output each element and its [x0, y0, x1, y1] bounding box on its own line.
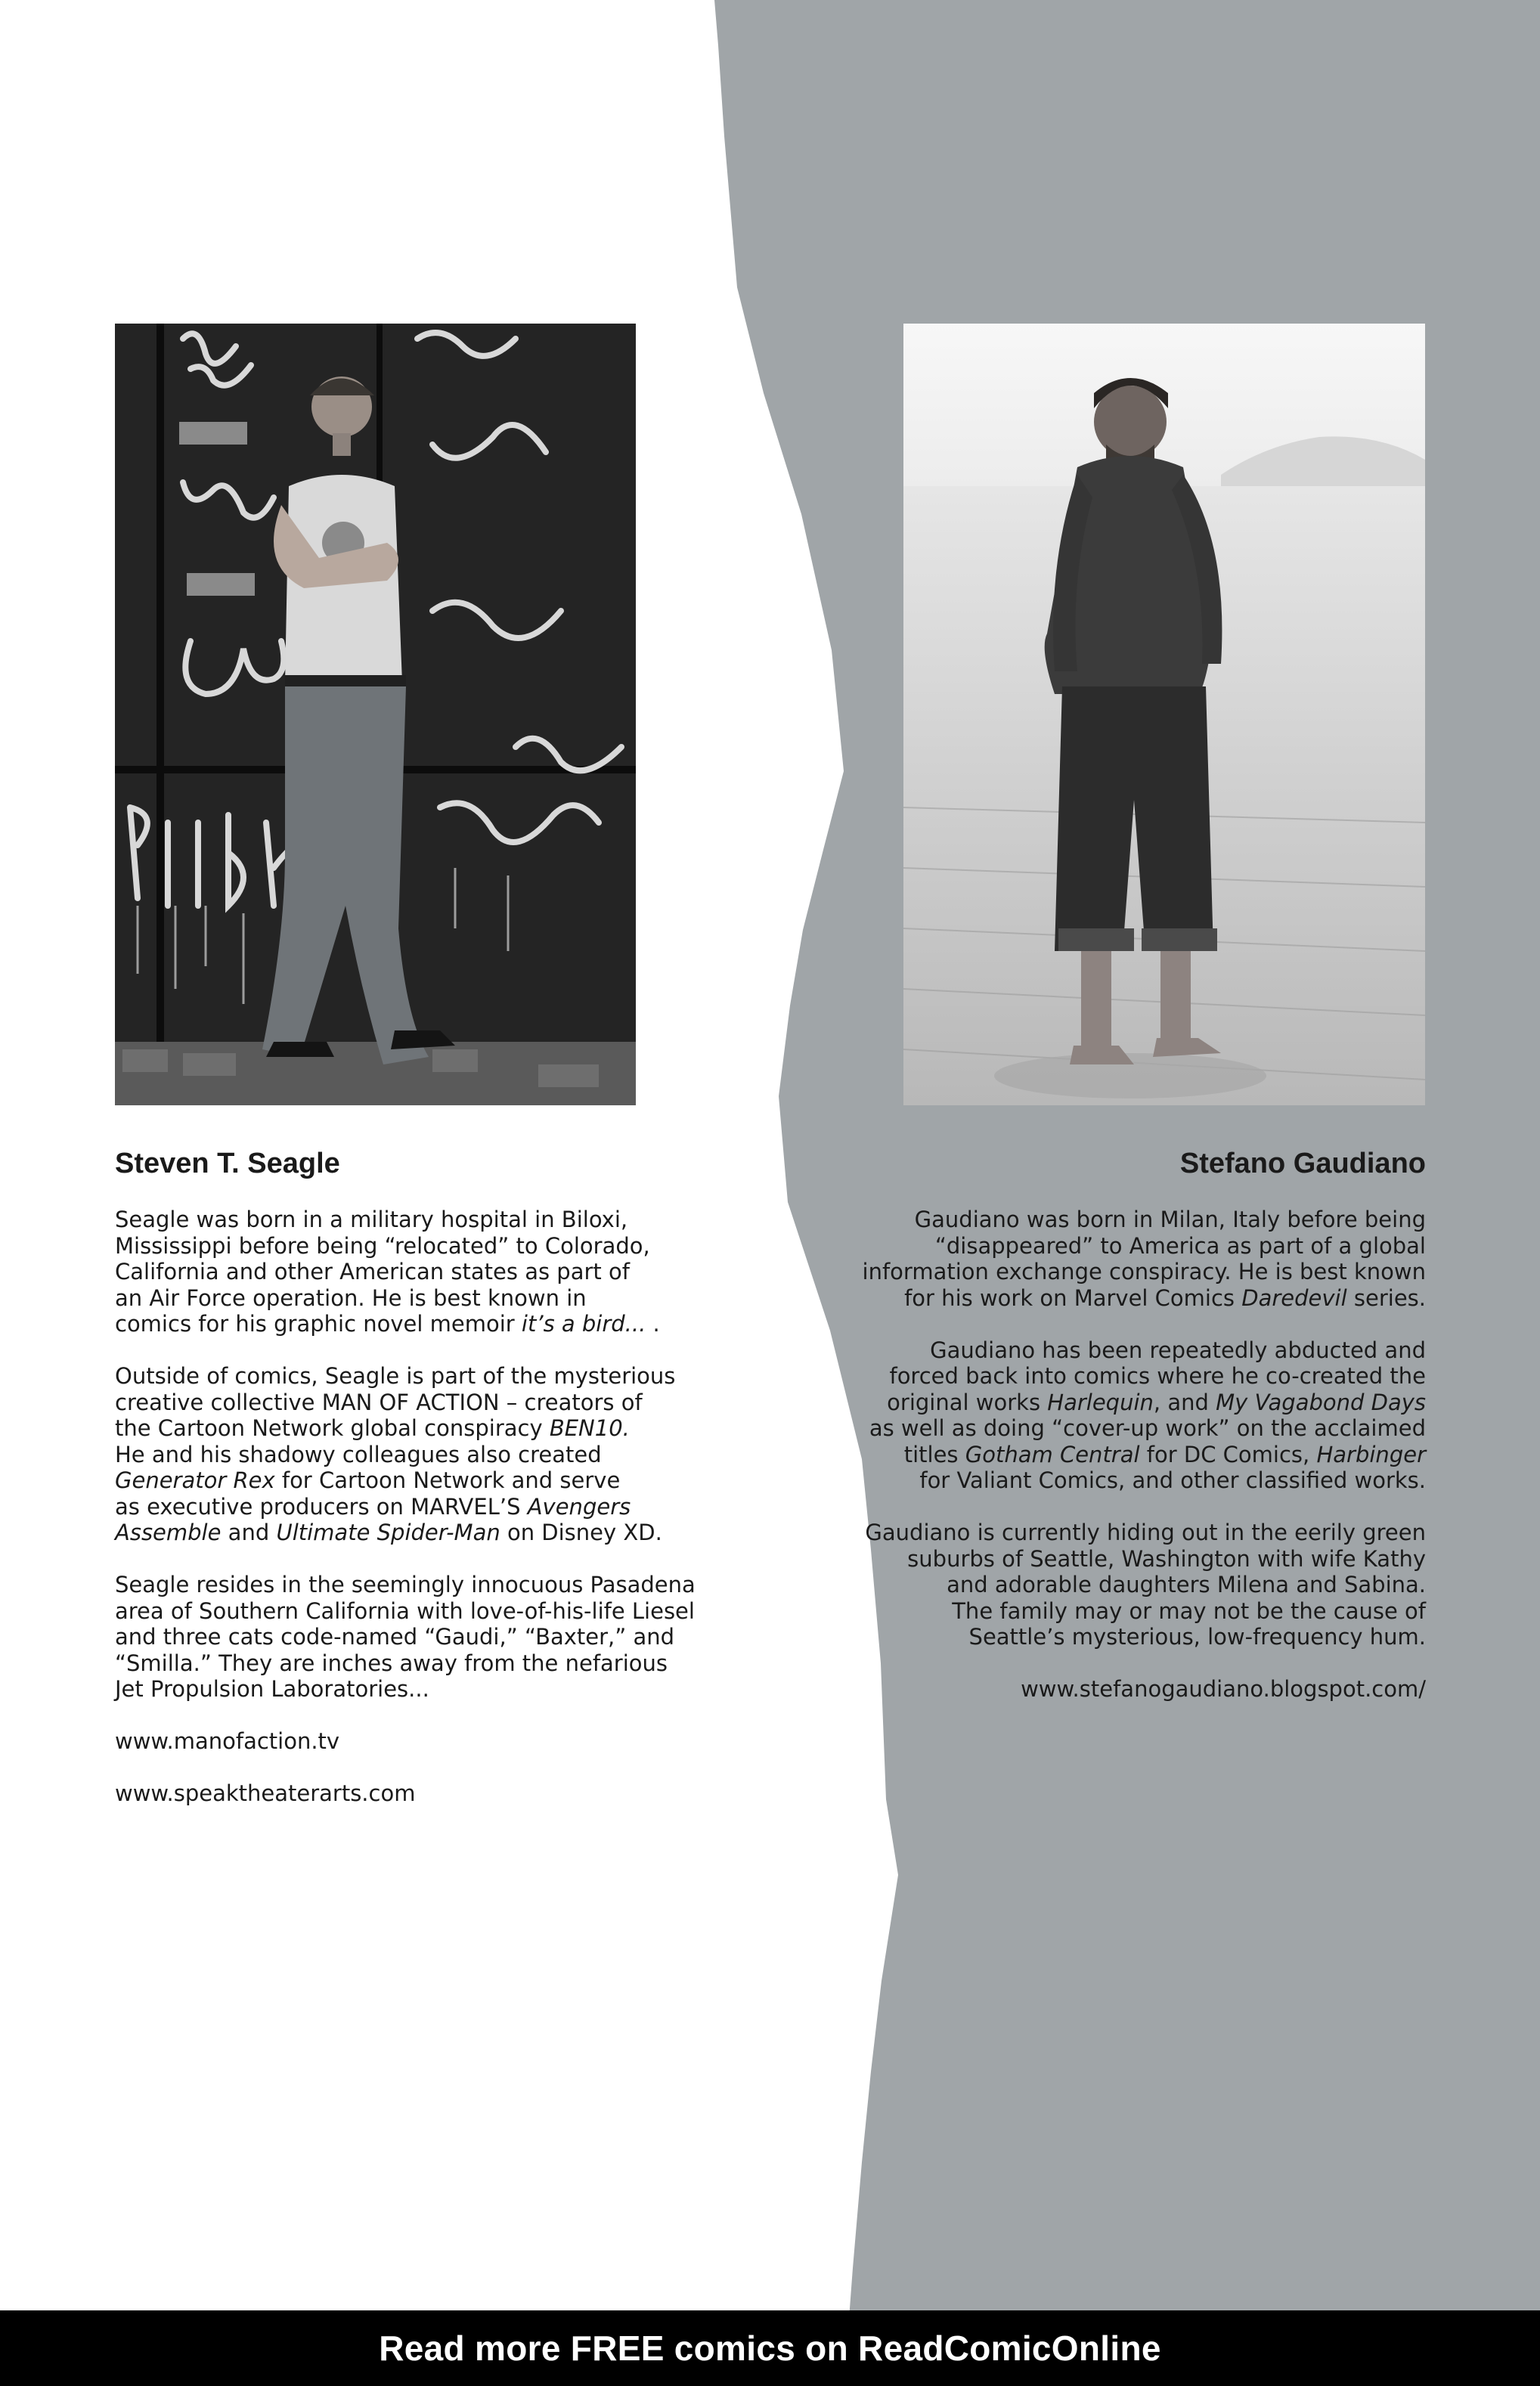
gaudiano-paragraph [851, 1337, 1426, 1494]
bio-line [851, 1285, 1426, 1312]
bio-text: Jet Propulsion Laboratories... [115, 1676, 429, 1702]
bio-text: California and other American states as part of [115, 1259, 630, 1284]
bio-line [115, 1598, 712, 1625]
bio-line [115, 1467, 712, 1494]
bio-text: creative collective MAN OF ACTION – creators of [115, 1389, 643, 1415]
bio-line [115, 1259, 712, 1285]
bio-text: Seagle was born in a military hospital in Biloxi, [115, 1207, 628, 1232]
italic-title: Harbinger [1316, 1441, 1426, 1467]
bio-line [115, 1311, 712, 1337]
italic-title: Avengers [527, 1493, 631, 1520]
bio-line [851, 1520, 1426, 1546]
bio-line [851, 1233, 1426, 1260]
photo-steven-seagle [115, 324, 636, 1105]
bio-text: for Valiant Comics, and other classified works. [919, 1467, 1426, 1493]
bio-text: area of Southern California with love-of-his-life Liesel [115, 1597, 695, 1624]
italic-title: it’s a bird... [521, 1311, 646, 1337]
bio-text: Gaudiano was born in Milan, Italy before being [914, 1207, 1426, 1232]
seagle-website-link[interactable]: www.speaktheaterarts.com [115, 1780, 416, 1806]
bio-line [851, 1442, 1426, 1468]
italic-title: My Vagabond Days [1216, 1389, 1426, 1415]
bio-text: titles [903, 1441, 965, 1467]
bio-line [851, 1337, 1426, 1364]
bio-text: The family may or may not be the cause of [952, 1597, 1426, 1624]
bio-text: Seagle resides in the seemingly innocuous Pasadena [115, 1572, 696, 1597]
bio-text: and [221, 1520, 277, 1545]
bio-text: original works [887, 1389, 1048, 1415]
bio-stefano-gaudiano [851, 1207, 1426, 1728]
seagle-paragraph [115, 1572, 712, 1703]
bio-text: for DC Comics, [1139, 1441, 1317, 1467]
bio-line [851, 1572, 1426, 1598]
bio-text: and adorable daughters Milena and Sabina. [947, 1572, 1426, 1597]
bio-text: Gaudiano has been repeatedly abducted and [930, 1337, 1426, 1363]
bio-line [851, 1598, 1426, 1625]
bio-line [115, 1207, 712, 1233]
bio-text: as executive producers on MARVEL’S [115, 1493, 528, 1520]
bio-line [851, 1259, 1426, 1285]
italic-title: Generator Rex [115, 1467, 275, 1493]
bio-text: forced back into comics where he co-created the [889, 1363, 1426, 1389]
bio-text: series. [1346, 1284, 1426, 1311]
italic-title: Assemble [115, 1520, 222, 1545]
bio-line [851, 1546, 1426, 1573]
bio-text: for Cartoon Network and serve [274, 1467, 621, 1493]
bio-steven-seagle [115, 1207, 712, 1833]
bio-line [115, 1572, 712, 1598]
bio-line [115, 1520, 712, 1546]
bio-line [115, 1233, 712, 1260]
bio-line [851, 1390, 1426, 1416]
bio-line [115, 1676, 712, 1703]
italic-title: Ultimate Spider-Man [276, 1520, 500, 1545]
bio-line [851, 1363, 1426, 1390]
bio-line [851, 1415, 1426, 1442]
footer-banner-text[interactable]: Read more FREE comics on ReadComicOnline [379, 2329, 1161, 2368]
seagle-website-link[interactable]: www.manofaction.tv [115, 1728, 340, 1754]
italic-title: Gotham Central [965, 1441, 1140, 1467]
bio-text: for his work on Marvel Comics [904, 1284, 1242, 1311]
bio-line [115, 1494, 712, 1520]
bio-line [851, 1624, 1426, 1650]
bio-text: information exchange conspiracy. He is best known [862, 1259, 1426, 1284]
italic-title: Daredevil [1241, 1284, 1347, 1311]
seagle-paragraph [115, 1363, 712, 1546]
bio-text: . [646, 1311, 660, 1337]
bio-text: Mississippi before being “relocated” to Colorado, [115, 1232, 650, 1259]
gaudiano-paragraph [851, 1207, 1426, 1311]
photo-stefano-gaudiano [903, 324, 1425, 1105]
bio-text: suburbs of Seattle, Washington with wife Kathy [907, 1545, 1426, 1572]
bio-text: comics for his graphic novel memoir [115, 1311, 522, 1337]
bio-text: as well as doing “cover-up work” on the acclaimed [869, 1415, 1426, 1441]
bio-text: , and [1153, 1389, 1216, 1415]
bio-text: Seattle’s mysterious, low-frequency hum. [968, 1624, 1426, 1650]
author-name-steven-seagle: Steven T. Seagle [115, 1148, 340, 1179]
bio-line [115, 1415, 712, 1442]
bio-line [115, 1363, 712, 1390]
bio-line [115, 1390, 712, 1416]
bio-text: on Disney XD. [500, 1520, 662, 1545]
gaudiano-website-link[interactable]: www.stefanogaudiano.blogspot.com/ [1021, 1676, 1426, 1702]
bio-text: He and his shadowy colleagues also created [115, 1441, 602, 1467]
bio-line [851, 1467, 1426, 1494]
bio-text: “Smilla.” They are inches away from the nefarious [115, 1650, 668, 1676]
seagle-paragraph [115, 1207, 712, 1337]
gaudiano-paragraph [851, 1520, 1426, 1650]
bio-text: Gaudiano is currently hiding out in the eerily green [865, 1520, 1426, 1545]
bio-text: “disappeared” to America as part of a global [934, 1232, 1426, 1259]
bio-text: and three cats code-named “Gaudi,” “Baxter,” and [115, 1624, 675, 1650]
bio-line [115, 1624, 712, 1650]
bio-line [115, 1285, 712, 1312]
bio-text: an Air Force operation. He is best known in [115, 1284, 587, 1311]
bio-line [851, 1207, 1426, 1233]
bio-text: the Cartoon Network global conspiracy [115, 1415, 550, 1441]
bio-line [115, 1442, 712, 1468]
bio-text: Outside of comics, Seagle is part of the mysterious [115, 1363, 676, 1389]
footer-banner [0, 2310, 1540, 2386]
italic-title: Harlequin [1047, 1389, 1154, 1415]
italic-title: BEN10. [549, 1415, 630, 1441]
bio-line [115, 1650, 712, 1677]
author-name-stefano-gaudiano: Stefano Gaudiano [1179, 1148, 1426, 1179]
